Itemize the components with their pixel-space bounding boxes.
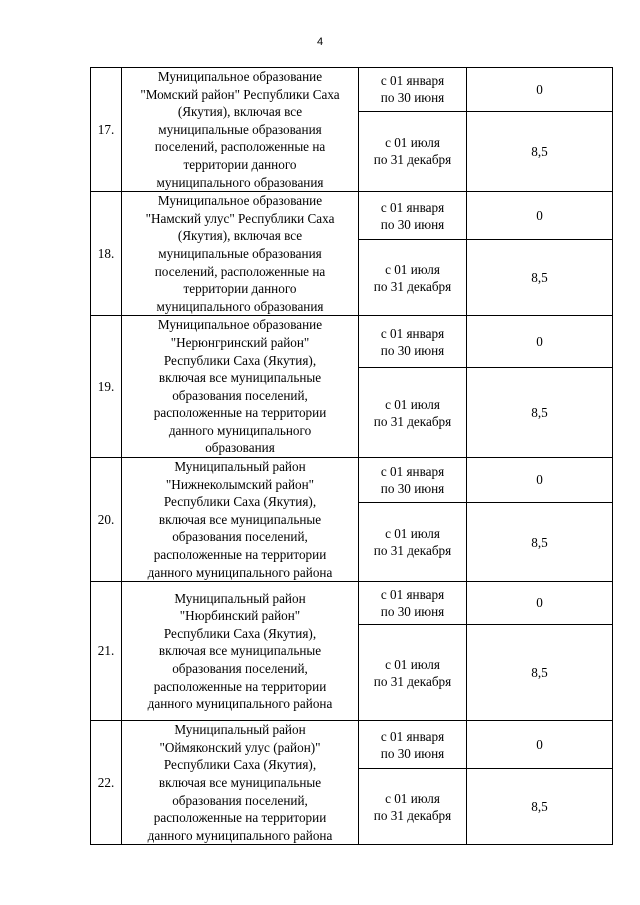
rates-table: [90, 67, 613, 845]
page-number: 4: [316, 36, 324, 48]
municipality-name: Муниципальное образование "Намский улус" Республики Саха (Якутия), включая все муниципальные образования поселений, расположенные на территории данного муниципального образования: [122, 192, 359, 316]
period-cell: с 01 июля по 31 декабря: [359, 239, 467, 315]
row-number: 21.: [91, 582, 122, 721]
row-number: 22.: [91, 721, 122, 845]
period-cell: с 01 июля по 31 декабря: [359, 367, 467, 457]
period-cell: с 01 января по 30 июня: [359, 316, 467, 368]
period-cell: с 01 января по 30 июня: [359, 192, 467, 240]
period-cell: с 01 января по 30 июня: [359, 582, 467, 625]
rate-cell: 8,5: [467, 111, 613, 191]
municipality-name: Муниципальный район "Нюрбинский район" Республики Саха (Якутия), включая все муниципальные образования поселений, расположенные на территории данного муниципального района: [122, 582, 359, 721]
table-row: [91, 68, 613, 112]
period-cell: с 01 января по 30 июня: [359, 68, 467, 112]
row-number: 18.: [91, 192, 122, 316]
rate-cell: 0: [467, 582, 613, 625]
rate-cell: 0: [467, 721, 613, 769]
table-row: [91, 316, 613, 368]
rate-cell: 0: [467, 192, 613, 240]
rate-cell: 8,5: [467, 768, 613, 845]
rate-cell: 0: [467, 458, 613, 503]
table-row: [91, 458, 613, 503]
rate-cell: 0: [467, 68, 613, 112]
municipality-name: Муниципальный район "Нижнеколымский район" Республики Саха (Якутия), включая все муниципальные образования поселений, расположенные на территории данного муниципального района: [122, 458, 359, 582]
rate-cell: 8,5: [467, 239, 613, 315]
period-cell: с 01 января по 30 июня: [359, 458, 467, 503]
municipality-name: Муниципальное образование "Нерюнгринский район" Республики Саха (Якутия), включая все муниципальные образования поселений, расположенные на территории данного муниципального образования: [122, 316, 359, 458]
municipality-name: Муниципальное образование "Момский район" Республики Саха (Якутия), включая все муниципальные образования поселений, расположенные на территории данного муниципального образования: [122, 68, 359, 192]
table-row: [91, 582, 613, 625]
period-cell: с 01 июля по 31 декабря: [359, 625, 467, 721]
period-cell: с 01 июля по 31 декабря: [359, 503, 467, 582]
period-cell: с 01 января по 30 июня: [359, 721, 467, 769]
table-row: [91, 721, 613, 769]
municipality-name: Муниципальный район "Оймяконский улус (район)" Республики Саха (Якутия), включая все муниципальные образования поселений, расположенные на территории данного муниципального района: [122, 721, 359, 845]
table-row: [91, 192, 613, 240]
row-number: 17.: [91, 68, 122, 192]
row-number: 20.: [91, 458, 122, 582]
rate-cell: 0: [467, 316, 613, 368]
period-cell: с 01 июля по 31 декабря: [359, 111, 467, 191]
rate-cell: 8,5: [467, 503, 613, 582]
rate-cell: 8,5: [467, 625, 613, 721]
rate-cell: 8,5: [467, 367, 613, 457]
row-number: 19.: [91, 316, 122, 458]
period-cell: с 01 июля по 31 декабря: [359, 768, 467, 845]
